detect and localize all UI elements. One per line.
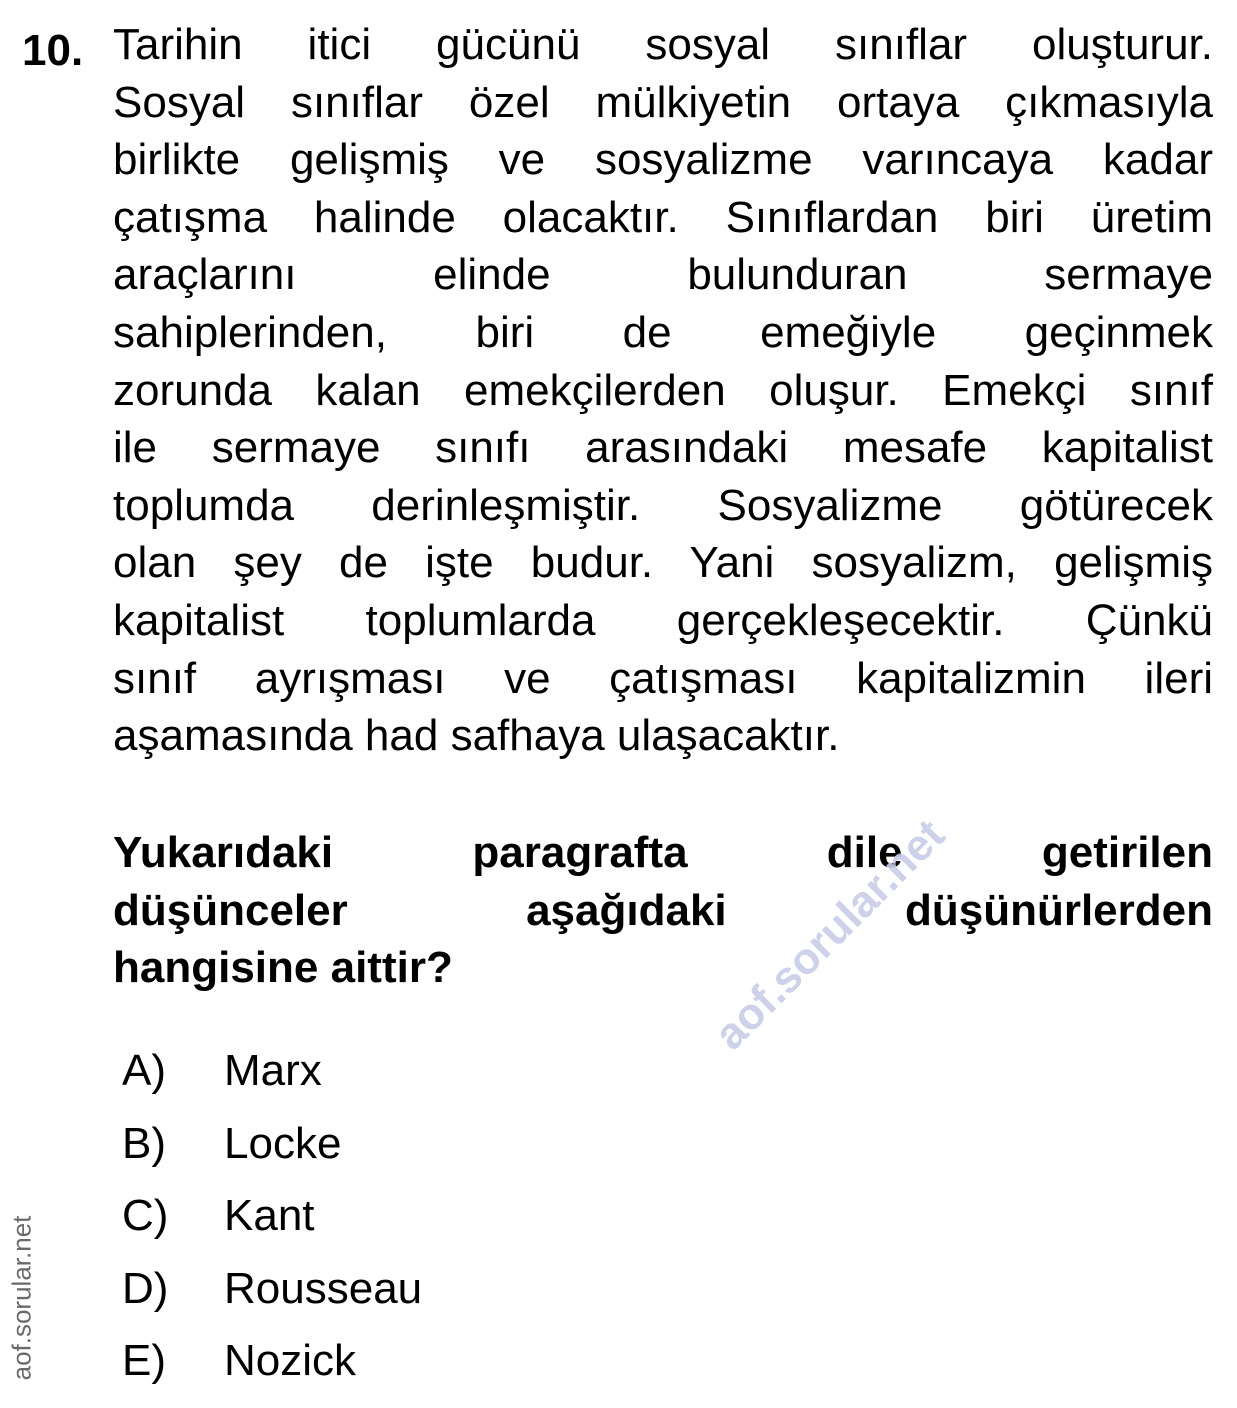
option-letter: C) — [122, 1191, 169, 1240]
stem-line: ile sermaye sınıfı arasındaki mesafe kapitalist — [113, 423, 1213, 473]
watermark-center: aof.sorular.net — [705, 810, 955, 1060]
option-letter: E) — [122, 1336, 166, 1385]
stem-line: sahiplerinden, biri de emeğiyle geçinmek — [113, 307, 1213, 357]
option-text: Nozick — [224, 1336, 357, 1385]
stem-line: toplumda derinleşmiştir. Sosyalizme götürecek — [113, 480, 1213, 530]
option-text: Marx — [224, 1046, 322, 1095]
option-text: Locke — [224, 1118, 342, 1168]
option-text: Kant — [224, 1191, 315, 1240]
option-text: Rousseau — [224, 1263, 423, 1313]
option-b[interactable] — [122, 1115, 422, 1188]
answer-options — [122, 1042, 422, 1405]
option-a[interactable] — [122, 1042, 422, 1115]
prompt-line: hangisine aittir? — [113, 943, 453, 993]
stem-line: Tarihin itici gücünü sosyal sınıflar oluşturur. — [113, 20, 1213, 69]
stem-line: sınıf ayrışması ve çatışması kapitalizmin ileri — [113, 653, 1213, 703]
option-e[interactable] — [122, 1332, 422, 1405]
prompt-line: Yukarıdaki paragrafta dile getirilen — [113, 828, 1213, 877]
stem-line: Sosyal sınıflar özel mülkiyetin ortaya çıkmasıyla — [113, 77, 1213, 127]
question-prompt — [113, 824, 1213, 997]
stem-line: zorunda kalan emekçilerden oluşur. Emekçi sınıf — [113, 365, 1213, 415]
stem-line: aşamasında had safhaya ulaşacaktır. — [113, 711, 840, 761]
prompt-line: düşünceler aşağıdaki düşünürlerden — [113, 885, 1213, 935]
option-letter: A) — [122, 1046, 166, 1095]
question-number: 10. — [22, 26, 84, 75]
option-d[interactable] — [122, 1260, 422, 1333]
stem-line: çatışma halinde olacaktır. Sınıflardan biri üretim — [113, 192, 1213, 242]
stem-line: birlikte gelişmiş ve sosyalizme varıncaya kadar — [113, 135, 1213, 185]
question-stem — [113, 16, 1213, 765]
stem-line: kapitalist toplumlarda gerçekleşecektir. Çünkü — [113, 595, 1213, 645]
option-c[interactable] — [122, 1187, 422, 1260]
option-letter: D) — [122, 1263, 169, 1313]
stem-line: araçlarını elinde bulunduran sermaye — [113, 250, 1213, 300]
option-letter: B) — [122, 1118, 166, 1168]
stem-line: olan şey de işte budur. Yani sosyalizm, gelişmiş — [113, 538, 1213, 588]
watermark-side: aof.sorular.net — [6, 1215, 37, 1381]
